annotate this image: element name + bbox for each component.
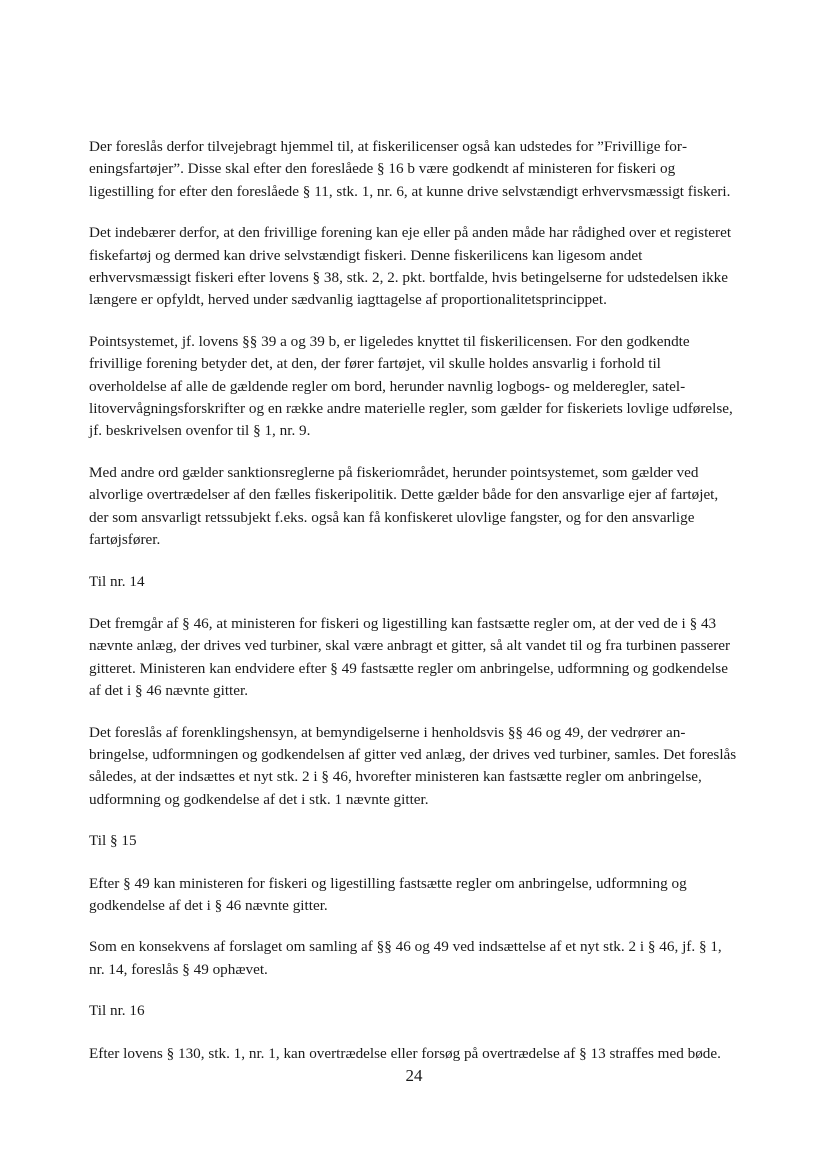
paragraph-association: Det indebærer derfor, at den frivillige forening kan eje eller på anden måde har rådighed over et registeret fiskefartøj og dermed kan drive selvstændigt fiskeri. Denne fiskerilicens kan ligesom andet erhvervsmæssigt fiskeri efter lovens § 38, stk. 2, 2. pkt. bortfalde, hvis betingelserne for udstedelsen ikke længere er opfyldt, herved under sædvanlig iagttagelse af proportionalitetsprincippet. (89, 224, 732, 309)
paragraph-section-49: Efter § 49 kan ministeren for fiskeri og ligestilling fastsætte regler om anbringelse, udformning og godkendelse af det i § 46 nævnte gitter. (89, 874, 687, 914)
paragraph-pointsystem: Pointsystemet, jf. lovens §§ 39 a og 39 b, er ligeledes knyttet til fiskerilicensen. For den godkendte frivillige forening betyder det, at den, der fører fartøjet, vil skulle holdes ansvarlig i forhold til overholdelse af alle de gældende regler om bord, herunder navnlig logbogs- og melderegler, satellitovervågningsforskrifter og en række andre materielle regler, som gælder for fiskeriets lovlige udførelse, jf. beskrivelsen ovenfor til § 1, nr. 9. (89, 332, 733, 440)
section-heading-nr-16: Til nr. 16 (89, 1002, 145, 1020)
paragraph-simplification: Det foreslås af forenklingshensyn, at bemyndigelserne i henholdsvis §§ 46 og 49, der vedrører anbringelse, udformningen og godkendelsen af gitter ved anlæg, der drives ved turbiner, samles. Det foreslås således, at der indsættes et nyt stk. 2 i § 46, hvorefter ministeren kan fastsætte regler om anbringelse, udformning og godkendelse af det i stk. 1 nævnte gitter. (89, 723, 737, 808)
section-heading-nr-14: Til nr. 14 (89, 572, 145, 590)
paragraph-sanctions: Med andre ord gælder sanktionsreglerne på fiskeriområdet, herunder pointsystemet, som gælder ved alvorlige overtrædelser af den fælles fiskeripolitik. Dette gælder både for den ansvarlige ejer af fartøjet, der som ansvarligt retssubjekt f.eks. også kan få konfiskeret ulovlige fangster, og for den ansvarlige fartøjsfører. (89, 463, 719, 549)
paragraph-section-130: Efter lovens § 130, stk. 1, nr. 1, kan overtrædelse eller forsøg på overtrædelse af § 13 straffes med bøde. (89, 1044, 721, 1062)
paragraph-licenses: Der foreslås derfor tilvejebragt hjemmel til, at fiskerilicenser også kan udstedes for ”Frivillige foreningsfartøjer”. Disse skal efter den foreslåede § 16 b være godkendt af ministeren for fiskeri og ligestilling for efter den foreslåede § 11, stk. 1, nr. 6, at kunne drive selvstændigt erhvervsmæssigt fiskeri. (89, 138, 731, 200)
page-number: 24 (405, 1066, 423, 1085)
section-heading-15: Til § 15 (89, 832, 137, 850)
document-body (89, 136, 739, 1084)
paragraph-section-46: Det fremgår af § 46, at ministeren for fiskeri og ligestilling kan fastsætte regler om, at der ved de i § 43 nævnte anlæg, der drives ved turbiner, skal være anbragt et gitter, så alt vandet til og fra turbinen passerer gitteret. Ministeren kan endvidere efter § 49 fastsætte regler om anbringelse, udformning og godkendelse af det i § 46 nævnte gitter. (89, 614, 731, 700)
paragraph-consequence: Som en konsekvens af forslaget om samling af §§ 46 og 49 ved indsættelse af et nyt stk. 2 i § 46, jf. § 1, nr. 14, foreslås § 49 ophævet. (89, 938, 722, 978)
